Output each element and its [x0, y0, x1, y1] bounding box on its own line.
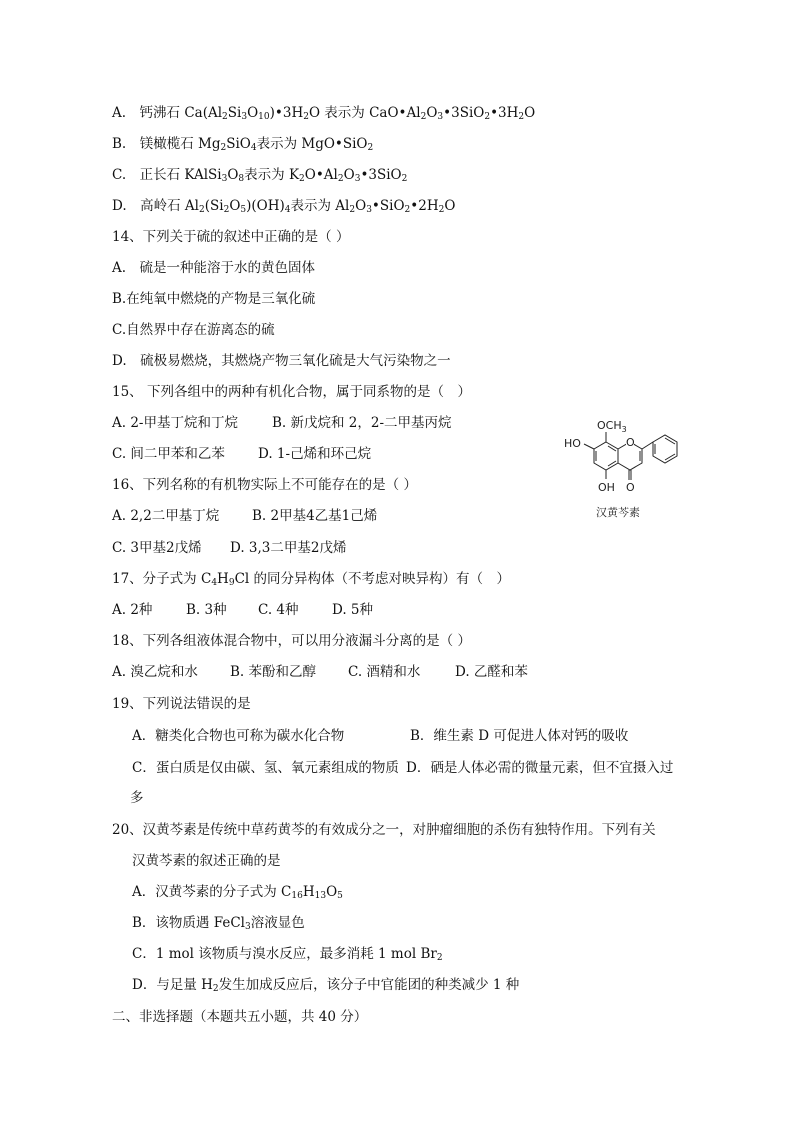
q19-stem: 19、下列说法错误的是 [112, 696, 251, 712]
q18-option-b: B. 苯酚和乙醇 [230, 664, 317, 680]
q19-option-b: B．维生素 D 可促进人体对钙的吸收 [410, 728, 629, 744]
q18-stem: 18、下列各组液体混合物中，可以用分液漏斗分离的是（ ） [112, 633, 471, 649]
q15-option-d: D. 1-己烯和环己烷 [258, 446, 372, 462]
q13-option-d: D. 高岭石 $Al_2(Si_2O_5)(OH)_4$表示为 $Al_2O_3•SiO_2•2H_2O$ [112, 198, 456, 215]
q17-option-b: B. 3种 [186, 602, 227, 618]
q17-stem: 17、分子式为 $C_4H_9Cl$ 的同分异构体（不考虑对映异构）有（ ） [112, 571, 511, 588]
q17-option-d: D. 5种 [332, 602, 374, 618]
q19-option-d-cont: 多 [130, 790, 144, 806]
q16-option-a: A. 2,2二甲基丁烷 [112, 508, 220, 524]
q20-option-d: D．与足量 $H_2$发生加成反应后，该分子中官能团的种类减少 1 种 [132, 977, 520, 994]
q20-option-c: C．1 mol 该物质与溴水反应，最多消耗 1 mol $Br_2$ [132, 946, 443, 963]
q14-stem: 14、下列关于硫的叙述中正确的是（ ） [112, 229, 350, 245]
q18-option-c: C. 酒精和水 [348, 664, 421, 680]
q16-option-b: B. 2甲基4乙基1己烯 [252, 508, 378, 524]
hydroxyl-left-label: HO [564, 437, 581, 450]
q16-option-d: D. 3,3二甲基2戊烯 [230, 540, 347, 556]
hydroxyl-bottom-label: OH [598, 481, 615, 494]
q15-stem: 15、 下列各组中的两种有机化合物，属于同系物的是（ ） [112, 384, 471, 400]
wogonin-structure-figure [556, 412, 701, 522]
q17-option-a: A. 2种 [112, 602, 153, 618]
q19-option-a: A．糖类化合物也可称为碳水化合物 [132, 728, 345, 744]
q14-option-a: A. 硫是一种能溶于水的黄色固体 [112, 260, 316, 276]
q20-option-b: B．该物质遇 FeCl$_3$溶液显色 [132, 915, 305, 932]
q16-option-c: C. 3甲基2戊烯 [112, 540, 202, 556]
methoxy-label: $OCH_3$ [597, 419, 627, 434]
q14-option-c: C.自然界中存在游离态的硫 [112, 322, 275, 338]
q15-option-a: A. 2-甲基丁烷和丁烷 [112, 415, 238, 431]
q13-option-a: A. 钙沸石 $Ca(Al_2Si_3O_{10})•3H_2O$ 表示为 $CaO•Al_2O_3•3SiO_2•3H_2O$ [112, 105, 536, 122]
q16-stem: 16、下列名称的有机物实际上不可能存在的是（ ） [112, 477, 417, 493]
q18-option-d: D. 乙醛和苯 [455, 664, 528, 680]
section-2-heading: 二、非选择题（本题共五小题，共 40 分） [112, 1009, 368, 1025]
q15-option-c: C. 间二甲苯和乙苯 [112, 446, 225, 462]
carbonyl-oxygen-label: O [626, 481, 635, 494]
ring-oxygen-label: O [626, 436, 635, 449]
q17-option-c: C. 4种 [258, 602, 299, 618]
q13-option-c: C. 正长石 $KAlSi_3O_8$表示为 $K_2O•Al_2O_3•3SiO_2$ [112, 167, 408, 184]
q14-option-d: D. 硫极易燃烧，其燃烧产物三氧化硫是大气污染物之一 [112, 353, 451, 369]
q18-option-a: A. 溴乙烷和水 [112, 664, 198, 680]
q20-stem: 20、汉黄芩素是传统中草药黄芩的有效成分之一，对肿瘤细胞的杀伤有独特作用。下列有关 [112, 822, 656, 838]
q14-option-b: B.在纯氧中燃烧的产物是三氧化硫 [112, 291, 316, 307]
q20-stem-cont: 汉黄芩素的叙述正确的是 [132, 853, 281, 869]
q15-option-b: B. 新戊烷和 2，2-二甲基丙烷 [272, 415, 452, 431]
q20-option-a: A．汉黄芩素的分子式为 $C_{16}H_{13}O_5$ [132, 884, 343, 901]
q13-option-b: B. 镁橄榄石 $Mg_2SiO_4$表示为 MgO•SiO$_2$ [112, 136, 374, 153]
q19-option-d: D．硒是人体必需的微量元素，但不宜摄入过 [406, 760, 674, 776]
q19-option-c: C．蛋白质是仅由碳、氢、氧元素组成的物质 [132, 760, 399, 776]
figure-caption: 汉黄芩素 [596, 506, 640, 519]
